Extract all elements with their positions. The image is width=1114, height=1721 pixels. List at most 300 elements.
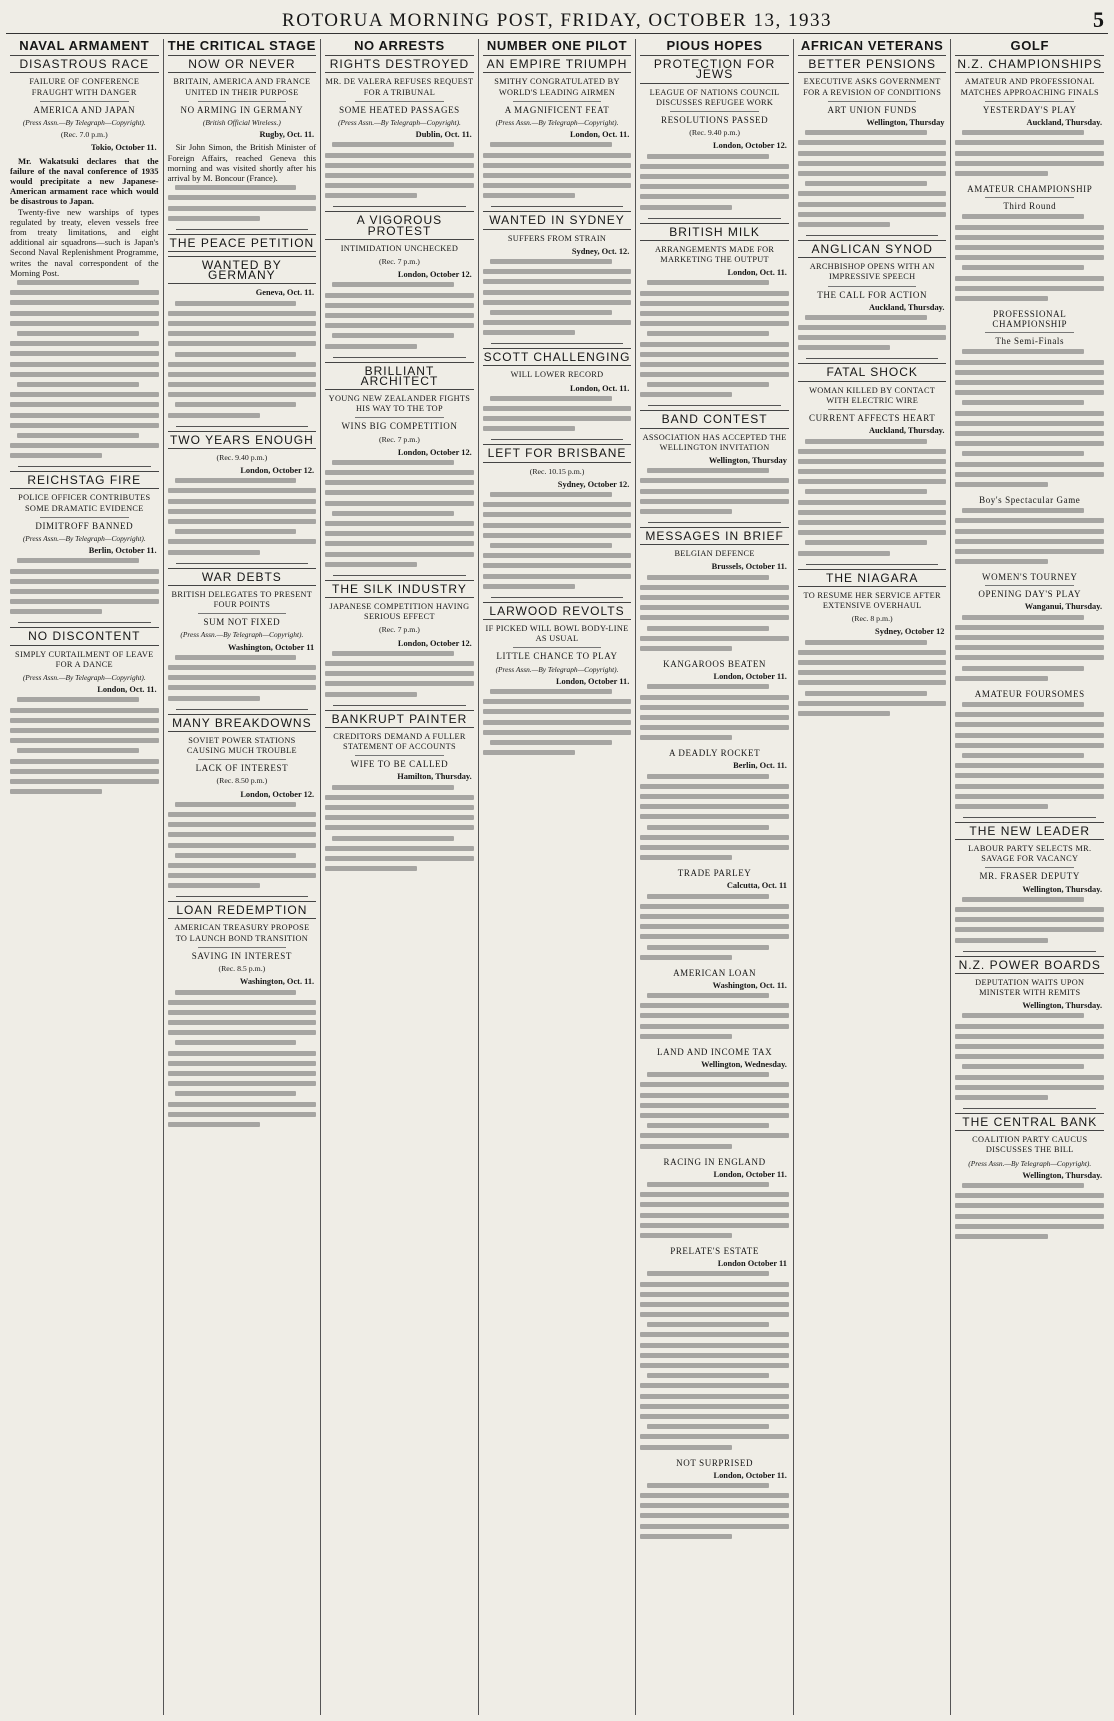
headline: TWO YEARS ENOUGH — [168, 431, 317, 449]
text-line — [483, 563, 632, 568]
text-line — [175, 478, 297, 483]
received-time: (Rec. 8 p.m.) — [851, 614, 893, 624]
text-line — [647, 1373, 769, 1378]
text-line — [168, 539, 317, 544]
text-line — [168, 873, 317, 878]
dateline: Tokio, October 11. — [90, 143, 157, 153]
dateline: London, October 12. — [397, 638, 472, 648]
text-line — [168, 321, 317, 326]
text-line — [798, 500, 947, 505]
text-block — [168, 301, 317, 418]
text-line — [640, 804, 789, 809]
text-line — [640, 636, 789, 641]
deck: NOT SURPRISED — [676, 1457, 754, 1468]
text-line — [640, 1534, 732, 1539]
text-line — [640, 301, 789, 306]
deck: ASSOCIATION HAS ACCEPTED THE WELLINGTON INVITATION — [642, 432, 787, 452]
text-line — [640, 1524, 789, 1529]
deck: SMITHY CONGRATULATED BY WORLD'S LEADING AIRMEN — [494, 77, 620, 97]
deck: RACING IN ENGLAND — [663, 1156, 766, 1167]
text-line — [647, 331, 769, 336]
text-line — [168, 519, 317, 524]
text-line — [325, 293, 474, 298]
deck-rule — [828, 409, 917, 410]
text-line — [640, 1312, 789, 1317]
text-block — [640, 468, 789, 514]
text-line — [10, 413, 159, 418]
article — [10, 622, 159, 794]
headline: A VIGOROUS PROTEST — [325, 211, 474, 239]
text-line — [332, 651, 454, 656]
text-line — [798, 449, 947, 454]
text-line — [962, 265, 1084, 270]
article — [483, 206, 632, 335]
text-line — [955, 763, 1104, 768]
text-line — [168, 341, 317, 346]
deck-secondary: SOME HEATED PASSAGES — [339, 104, 460, 115]
text-line — [962, 349, 1084, 354]
headline: GOLF — [1010, 39, 1050, 53]
text-line — [798, 670, 947, 675]
text-line — [640, 205, 732, 210]
sub-headline: WANTED BY GERMANY — [168, 256, 317, 284]
text-line — [17, 748, 139, 753]
text-line — [640, 735, 732, 740]
sub-headline: RIGHTS DESTROYED — [325, 55, 474, 73]
deck-rule — [985, 101, 1074, 102]
deck: LABOUR PARTY SELECTS MR. SAVAGE FOR VACANCY — [968, 844, 1092, 864]
text-line — [10, 579, 159, 584]
text-line — [798, 161, 947, 166]
headline: REICHSTAG FIRE — [10, 471, 159, 489]
text-block — [483, 259, 632, 335]
text-line — [175, 529, 297, 534]
text-line — [798, 171, 947, 176]
text-block — [955, 214, 1104, 301]
column-2 — [164, 39, 322, 1715]
headline: NAVAL ARMAMENT — [19, 39, 150, 53]
deck: YOUNG NEW ZEALANDER FIGHTS HIS WAY TO THE TOP — [328, 393, 471, 414]
text-line — [483, 300, 632, 305]
text-line — [325, 866, 417, 871]
section-rule — [806, 235, 939, 236]
dateline: Wellington, Thursday — [866, 118, 945, 128]
text-line — [325, 671, 474, 676]
text-block — [10, 697, 159, 794]
deck: BRITAIN, AMERICA AND FRANCE UNITED IN THEIR PURPOSE — [173, 77, 311, 97]
text-line — [168, 362, 317, 367]
text-line — [17, 697, 139, 702]
text-line — [647, 825, 769, 830]
text-block — [483, 396, 632, 432]
deck-secondary: WIFE TO BE CALLED — [350, 759, 449, 770]
text-line — [168, 812, 317, 817]
text-line — [168, 665, 317, 670]
text-line — [483, 406, 632, 411]
text-line — [10, 290, 159, 295]
text-line — [640, 1282, 789, 1287]
text-block — [640, 575, 789, 651]
text-line — [483, 512, 632, 517]
text-line — [955, 161, 1104, 166]
dateline: Rugby, Oct. 11. — [259, 130, 315, 140]
text-line — [955, 927, 1104, 932]
text-line — [325, 531, 474, 536]
text-block — [10, 280, 159, 458]
text-line — [955, 655, 1104, 660]
section-rule — [176, 709, 309, 710]
sub-headline: BETTER PENSIONS — [798, 55, 947, 73]
text-line — [962, 615, 1084, 620]
text-line — [955, 1224, 1104, 1229]
section-rule — [491, 343, 624, 344]
text-line — [798, 701, 947, 706]
text-line — [483, 574, 632, 579]
headline: WANTED IN SYDNEY — [483, 211, 632, 229]
text-line — [955, 907, 1104, 912]
text-line — [325, 825, 474, 830]
text-line — [490, 142, 612, 147]
deck: WOMEN'S TOURNEY — [981, 572, 1078, 583]
article — [325, 41, 474, 198]
text-line — [805, 439, 927, 444]
text-line — [647, 1271, 769, 1276]
text-line — [798, 151, 947, 156]
text-line — [640, 1213, 789, 1218]
text-line — [10, 789, 102, 794]
text-line — [10, 738, 159, 743]
text-line — [332, 511, 454, 516]
text-line — [955, 1054, 1104, 1059]
text-line — [325, 313, 474, 318]
text-line — [332, 785, 454, 790]
text-line — [483, 720, 632, 725]
text-block — [483, 142, 632, 198]
text-line — [640, 695, 789, 700]
text-line — [640, 372, 789, 377]
text-line — [640, 311, 789, 316]
deck-secondary: AMERICA AND JAPAN — [33, 104, 136, 115]
text-line — [325, 795, 474, 800]
text-line — [962, 508, 1084, 513]
deck-secondary: LACK OF INTEREST — [195, 763, 289, 774]
text-line — [483, 709, 632, 714]
headline: THE CRITICAL STAGE — [167, 39, 316, 53]
deck: COALITION PARTY CAUCUS DISCUSSES THE BILL — [972, 1135, 1088, 1155]
received-time: (Rec. 7 p.m.) — [378, 434, 420, 444]
text-line — [640, 489, 789, 494]
text-line — [805, 540, 927, 545]
text-line — [798, 711, 890, 716]
deck-secondary: RESOLUTIONS PASSED — [660, 115, 769, 126]
text-block — [955, 702, 1104, 809]
body-paragraph: Twenty-five new warships of types regulated by treaty, eleven vessels free from treaty limitations, and eight additional air squadrons—such is Japan's Second Naval Replenishment Programme, writes the naval correspondent of the Morning Post. — [10, 206, 159, 278]
text-line — [640, 1233, 732, 1238]
text-line — [10, 321, 159, 326]
column-3 — [321, 39, 479, 1715]
deck: LAND AND INCOME TAX — [656, 1046, 773, 1057]
text-line — [168, 1122, 260, 1127]
text-line — [640, 174, 789, 179]
lead-paragraph: Mr. Wakatsuki declares that the failure of the naval conference of 1935 would precipitate a new Japanese-American armament race which would be disastrous to Japan. — [10, 155, 159, 207]
text-line — [640, 725, 789, 730]
deck-rule — [40, 517, 129, 518]
deck-rule — [198, 101, 287, 102]
text-line — [955, 635, 1104, 640]
text-block — [325, 142, 474, 198]
dateline: Geneva, Oct. 11. — [255, 288, 315, 298]
text-line — [483, 163, 632, 168]
text-line — [168, 311, 317, 316]
article — [10, 466, 159, 614]
article — [168, 709, 317, 889]
text-line — [490, 396, 612, 401]
text-block — [640, 1182, 789, 1238]
deck: PRELATE'S ESTATE — [670, 1245, 759, 1256]
section-rule — [491, 206, 624, 207]
text-line — [640, 715, 789, 720]
text-line — [325, 193, 417, 198]
text-line — [325, 470, 474, 475]
text-line — [483, 330, 575, 335]
dateline: London, Oct. 11. — [97, 685, 157, 695]
article — [798, 358, 947, 555]
text-line — [168, 195, 317, 200]
text-line — [955, 296, 1047, 301]
text-line — [955, 1034, 1104, 1039]
dateline: Washington, Oct. 11. — [712, 980, 787, 990]
text-line — [955, 171, 1047, 176]
deck: Boy's Spectacular Game — [979, 494, 1081, 505]
text-line — [640, 1394, 789, 1399]
text-line — [798, 191, 947, 196]
text-line — [483, 730, 632, 735]
text-line — [955, 625, 1104, 630]
section-rule — [491, 439, 624, 440]
text-line — [798, 530, 947, 535]
dateline: London, October 12. — [397, 447, 472, 457]
text-line — [640, 1013, 789, 1018]
text-line — [640, 184, 789, 189]
text-line — [490, 259, 612, 264]
sub-headline: PROTECTION FOR JEWS — [640, 55, 789, 83]
received-time: (Rec. 9.40 p.m.) — [216, 452, 268, 462]
text-line — [955, 518, 1104, 523]
headline: THE NIAGARA — [798, 569, 947, 587]
headline: BRILLIANT ARCHITECT — [325, 362, 474, 390]
text-line — [805, 130, 927, 135]
dateline: London, October 11. — [713, 1169, 787, 1179]
text-line — [168, 696, 260, 701]
article — [640, 748, 789, 860]
headline: WAR DEBTS — [168, 568, 317, 586]
deck-rule — [355, 755, 444, 756]
text-line — [798, 680, 947, 685]
text-line — [647, 1123, 769, 1128]
text-line — [490, 492, 612, 497]
text-line — [798, 650, 947, 655]
text-line — [962, 753, 1084, 758]
headline: LOAN REDEMPTION — [168, 901, 317, 919]
text-block — [325, 282, 474, 348]
deck-secondary: SAVING IN INTEREST — [191, 950, 292, 961]
deck: AMERICAN TREASURY PROPOSE TO LAUNCH BOND TRANSITION — [174, 923, 310, 943]
text-line — [10, 769, 159, 774]
deck: MR. DE VALERA REFUSES REQUEST FOR A TRIBUNAL — [325, 77, 474, 97]
text-line — [332, 282, 454, 287]
text-line — [955, 1085, 1104, 1090]
article — [325, 357, 474, 567]
text-line — [955, 225, 1104, 230]
text-line — [955, 380, 1104, 385]
text-line — [483, 416, 632, 421]
deck: SIMPLY CURTAILMENT OF LEAVE FOR A DANCE — [15, 649, 154, 669]
text-line — [798, 222, 890, 227]
article — [640, 1047, 789, 1149]
text-line — [640, 1024, 789, 1029]
text-line — [175, 402, 297, 407]
text-line — [10, 351, 159, 356]
text-line — [640, 362, 789, 367]
dateline: London, October 11. — [713, 672, 787, 682]
deck: DEPUTATION WAITS UPON MINISTER WITH REMITS — [975, 977, 1085, 998]
text-line — [640, 499, 789, 504]
text-line — [647, 894, 769, 899]
text-line — [10, 708, 159, 713]
text-line — [168, 331, 317, 336]
text-line — [647, 626, 769, 631]
headline: BRITISH MILK — [640, 223, 789, 241]
article — [640, 868, 789, 960]
text-line — [798, 469, 947, 474]
deck-secondary: The Semi-Finals — [995, 336, 1065, 347]
section-rule — [963, 1108, 1096, 1109]
text-line — [483, 183, 632, 188]
deck-rule — [670, 111, 759, 112]
text-line — [955, 549, 1104, 554]
headline: NO ARRESTS — [354, 39, 445, 53]
article — [640, 522, 789, 651]
headline: BAND CONTEST — [640, 410, 789, 428]
text-line — [325, 163, 474, 168]
text-line — [325, 856, 474, 861]
text-line — [955, 370, 1104, 375]
columns — [6, 39, 1108, 1715]
text-line — [325, 303, 474, 308]
text-block — [798, 439, 947, 556]
section-rule — [963, 951, 1096, 952]
text-line — [10, 759, 159, 764]
text-line — [962, 130, 1084, 135]
text-line — [798, 335, 947, 340]
deck: BRITISH DELEGATES TO PRESENT FOUR POINTS — [171, 589, 313, 609]
text-line — [640, 955, 732, 960]
dateline: Wellington, Thursday. — [1022, 1170, 1103, 1180]
text-line — [955, 1193, 1104, 1198]
deck-rule — [198, 613, 287, 614]
text-line — [640, 1503, 789, 1508]
article — [955, 41, 1104, 176]
text-line — [640, 392, 732, 397]
text-line — [640, 1144, 732, 1149]
newspaper-page — [6, 3, 1108, 1715]
deck-secondary: A MAGNIFICENT FEAT — [504, 104, 610, 115]
text-line — [955, 784, 1104, 789]
text-line — [962, 214, 1084, 219]
text-line — [647, 684, 769, 689]
text-line — [10, 569, 159, 574]
text-line — [640, 855, 732, 860]
article — [640, 1458, 789, 1539]
deck-secondary: CURRENT AFFECTS HEART — [808, 413, 936, 424]
text-line — [640, 1493, 789, 1498]
section-rule — [648, 218, 781, 219]
section-rule — [18, 622, 151, 623]
text-block — [955, 615, 1104, 681]
text-line — [640, 1093, 789, 1098]
text-line — [962, 666, 1084, 671]
text-line — [168, 392, 317, 397]
text-line — [325, 846, 474, 851]
text-line — [168, 1081, 317, 1086]
text-line — [168, 675, 317, 680]
section-rule — [806, 564, 939, 565]
section-rule — [176, 896, 309, 897]
article — [798, 235, 947, 351]
text-line — [10, 599, 159, 604]
text-line — [640, 646, 732, 651]
headline: LEFT FOR BRISBANE — [483, 444, 632, 462]
article — [168, 896, 317, 1127]
text-line — [805, 691, 927, 696]
text-line — [640, 845, 789, 850]
column-7 — [951, 39, 1108, 1715]
text-line — [483, 320, 632, 325]
deck-secondary: LITTLE CHANCE TO PLAY — [496, 651, 618, 662]
text-line — [10, 392, 159, 397]
text-line — [798, 479, 947, 484]
text-line — [805, 315, 927, 320]
text-line — [483, 153, 632, 158]
text-line — [168, 863, 317, 868]
text-line — [647, 1322, 769, 1327]
text-line — [325, 480, 474, 485]
text-line — [647, 280, 769, 285]
text-line — [168, 1071, 317, 1076]
text-line — [647, 945, 769, 950]
text-line — [332, 333, 454, 338]
article — [955, 951, 1104, 1100]
text-block — [955, 508, 1104, 564]
text-line — [325, 805, 474, 810]
text-line — [168, 1061, 317, 1066]
text-line — [640, 291, 789, 296]
text-line — [647, 1483, 769, 1488]
text-line — [647, 154, 769, 159]
text-line — [955, 743, 1104, 748]
text-line — [640, 478, 789, 483]
article — [483, 343, 632, 431]
dateline: Sydney, October 12. — [557, 479, 630, 489]
press-credit: (Press Assn.—By Telegraph—Copyright). — [495, 118, 619, 128]
received-time: (Rec. 8.50 p.m.) — [216, 776, 268, 786]
text-line — [955, 390, 1104, 395]
deck: WOMAN KILLED BY CONTACT WITH ELECTRIC WIRE — [809, 385, 936, 405]
section-rule — [333, 575, 466, 576]
text-line — [955, 1214, 1104, 1219]
text-line — [168, 822, 317, 827]
text-line — [490, 689, 612, 694]
